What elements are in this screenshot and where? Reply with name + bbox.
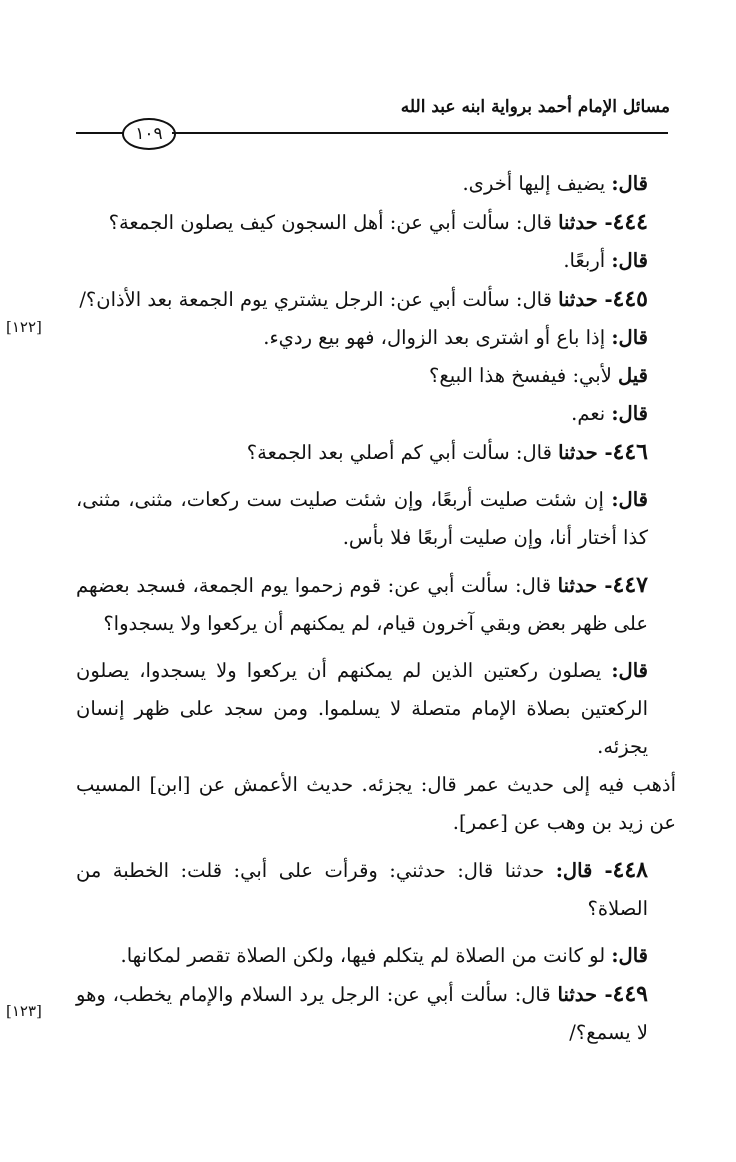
running-header-title: مسائل الإمام أحمد برواية ابنه عبد الله: [400, 97, 670, 117]
entry-label: - حدثنا: [557, 574, 613, 597]
paragraph-text: لو كانت من الصلاة لم يتكلم فيها، ولكن الصلاة تقصر لمكانها.: [120, 944, 612, 967]
keyword-qala: قال:: [611, 326, 648, 349]
paragraph-text: يصلون ركعتين الذين لم يمكنهم أن يركعوا ولا يسجدوا، يصلون الركعتين بصلاة الإمام متصلة لا يسلموا. ومن سجد على ظهر إنسان يجزئه.: [76, 659, 648, 758]
keyword-qala: قال:: [611, 402, 648, 425]
entry-text: قال: سألت أبي عن: أهل السجون كيف يصلون الجمعة؟: [108, 211, 559, 234]
header-rule-right: [172, 132, 668, 134]
entry-446: [76, 433, 676, 472]
paragraph-text: إذا باع أو اشترى بعد الزوال، فهو بيع رديء.: [263, 326, 612, 349]
paragraph-text: أذهب فيه إلى حديث عمر قال: يجزئه. حديث الأعمش عن [ابن] المسيب عن زيد بن وهب عن [عمر].: [76, 773, 676, 834]
paragraph: [76, 481, 676, 557]
entry-text: قال: سألت أبي عن: قوم زحموا يوم الجمعة، فسجد بعضهم على ظهر بعض وبقي آخرون قيام، لم يمكنهم أن يركعوا ولا يسجدوا؟: [76, 574, 648, 635]
entry-number: ٤٤٨: [612, 857, 648, 883]
entry-number: ٤٤٥: [612, 286, 648, 312]
paragraph-text: نعم.: [571, 402, 612, 425]
entry-label: - قال:: [555, 859, 613, 882]
keyword-qala: قال:: [611, 172, 648, 195]
paragraph: [76, 165, 676, 203]
paragraph-text: إن شئت صليت أربعًا، وإن شئت صليت ست ركعات، مثنى، مثنى، كذا أختار أنا، وإن صليت أربعًا فلا بأس.: [76, 488, 648, 549]
entry-447: [76, 566, 676, 643]
paragraph: [76, 766, 676, 842]
entry-text: قال: سألت أبي عن: الرجل يرد السلام والإمام يخطب، وهو لا يسمع؟/: [76, 983, 648, 1044]
entry-number: ٤٤٩: [612, 981, 648, 1007]
paragraph: [76, 937, 676, 975]
margin-ref-123: [١٢٣]: [6, 1002, 42, 1020]
keyword-qala: قال:: [611, 249, 648, 272]
entry-445: [76, 280, 676, 319]
entry-label: - حدثنا: [557, 983, 613, 1006]
paragraph: [76, 357, 676, 395]
keyword-qala: قال:: [611, 659, 648, 682]
entry-449: [76, 975, 676, 1052]
entry-label: - حدثنا: [558, 441, 613, 464]
entry-label: - حدثنا: [558, 288, 613, 311]
keyword-qala: قال:: [611, 488, 648, 511]
paragraph-text: أربعًا.: [563, 249, 612, 272]
entry-text: قال: سألت أبي كم أصلي بعد الجمعة؟: [246, 441, 559, 464]
paragraph: [76, 319, 676, 357]
paragraph: [76, 242, 676, 280]
entry-444: [76, 203, 676, 242]
paragraph: [76, 652, 676, 766]
entry-number: ٤٤٧: [612, 572, 648, 598]
keyword-qala: قال:: [611, 944, 648, 967]
page-number: ١٠٩: [122, 118, 176, 150]
entry-text: حدثنا قال: حدثني: وقرأت على أبي: قلت: الخطبة من الصلاة؟: [76, 859, 648, 920]
paragraph-text: لأبي: فيفسخ هذا البيع؟: [429, 364, 619, 387]
header-rule-left: [76, 132, 124, 134]
entry-number: ٤٤٦: [612, 439, 648, 465]
paragraph: [76, 395, 676, 433]
body-text: [76, 165, 676, 1052]
entry-label: - حدثنا: [558, 211, 613, 234]
margin-ref-122: [١٢٢]: [6, 318, 42, 336]
paragraph-text: يضيف إليها أخرى.: [462, 172, 612, 195]
entry-number: ٤٤٤: [612, 209, 648, 235]
entry-448: [76, 851, 676, 928]
entry-text: قال: سألت أبي عن: الرجل يشتري يوم الجمعة بعد الأذان؟/: [79, 288, 559, 311]
keyword-qila: قيل: [618, 364, 648, 387]
